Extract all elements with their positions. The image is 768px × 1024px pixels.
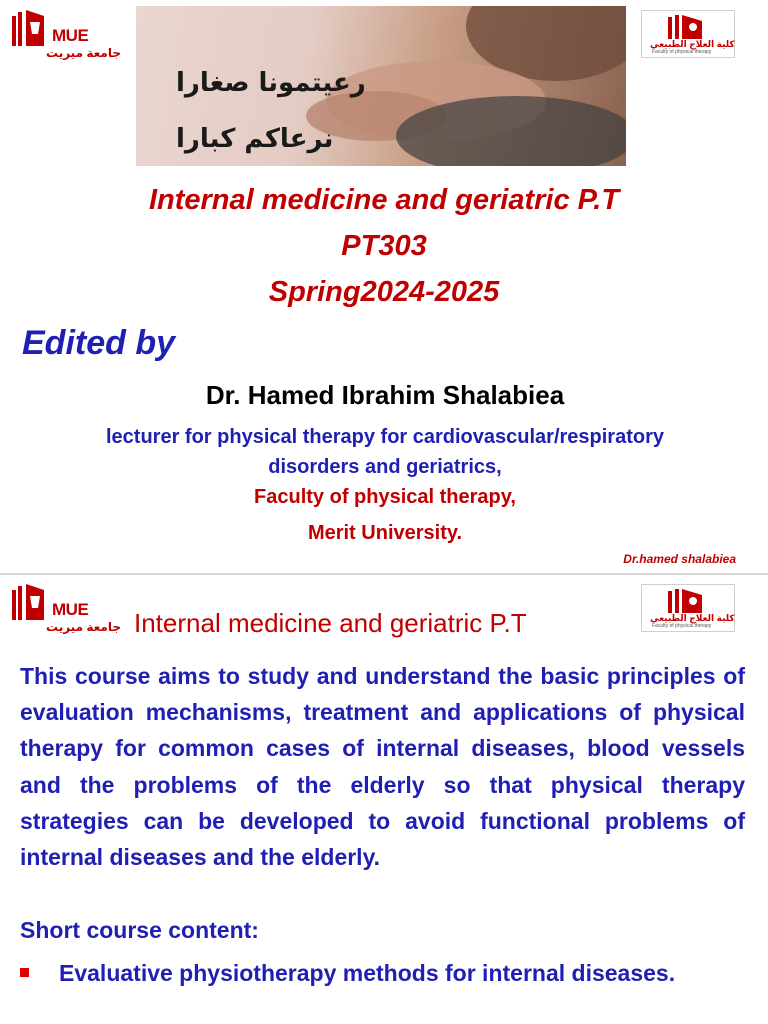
pt-faculty-logo	[641, 584, 735, 632]
author-name: Dr. Hamed Ibrahim Shalabiea	[205, 380, 565, 410]
signature: Dr.hamed shalabiea	[623, 552, 736, 566]
mue-logo-text: MUE	[52, 26, 89, 45]
author-role-line1: lecturer for physical therapy for cardiovascular/respiratory	[106, 426, 664, 448]
banner-image	[136, 6, 626, 166]
course-description-slide	[0, 576, 768, 1024]
list-item	[20, 956, 745, 990]
mue-logo-arabic: جامعة ميريت	[46, 46, 121, 60]
faculty-name: Faculty of physical therapy,	[254, 486, 516, 508]
slide-divider	[0, 573, 768, 575]
course-term: Spring2024-2025	[268, 276, 500, 308]
course-aims-paragraph: This course aims to study and understand the basic principles of evaluation mechanisms, treatment and applications of physical therapy for common cases of internal diseases, blood vessels and the problems of the elderly so that physical therapy strategies can be developed to avoid functional problems of internal diseases and the elderly.	[20, 663, 745, 871]
edited-by-label: Edited by	[22, 324, 176, 362]
faculty-emblem-icon	[666, 587, 706, 615]
bullet-square-icon	[20, 968, 29, 977]
pharaoh-icon	[10, 8, 50, 48]
pt-logo-arabic: كلية العلاج الطبيعي	[650, 613, 735, 623]
mue-logo	[10, 8, 122, 66]
mue-logo-text: MUE	[52, 600, 89, 619]
list-item-text: Evaluative physiotherapy methods for internal diseases.	[59, 960, 676, 986]
mue-logo-arabic: جامعة ميريت	[46, 620, 121, 634]
mue-logo	[10, 582, 122, 640]
pt-faculty-logo	[641, 10, 735, 58]
pt-logo-english: Faculty of physical therapy	[652, 49, 712, 55]
pt-logo-english: Faculty of physical therapy	[652, 623, 712, 629]
course-title: Internal medicine and geriatric P.T	[148, 184, 620, 216]
short-content-heading: Short course content:	[20, 917, 259, 943]
banner-text-line1: رعيتمونا صغارا	[176, 68, 366, 98]
author-role-line2: disorders and geriatrics,	[268, 456, 502, 478]
pharaoh-icon	[10, 582, 50, 622]
course-code: PT303	[341, 230, 427, 262]
faculty-emblem-icon	[666, 13, 706, 41]
university-name: Merit University.	[307, 522, 463, 544]
slide-title: Internal medicine and geriatric P.T	[134, 608, 527, 638]
pt-logo-arabic: كلية العلاج الطبيعي	[650, 39, 735, 49]
banner-text-line2: نرعاكم كبارا	[176, 124, 334, 154]
